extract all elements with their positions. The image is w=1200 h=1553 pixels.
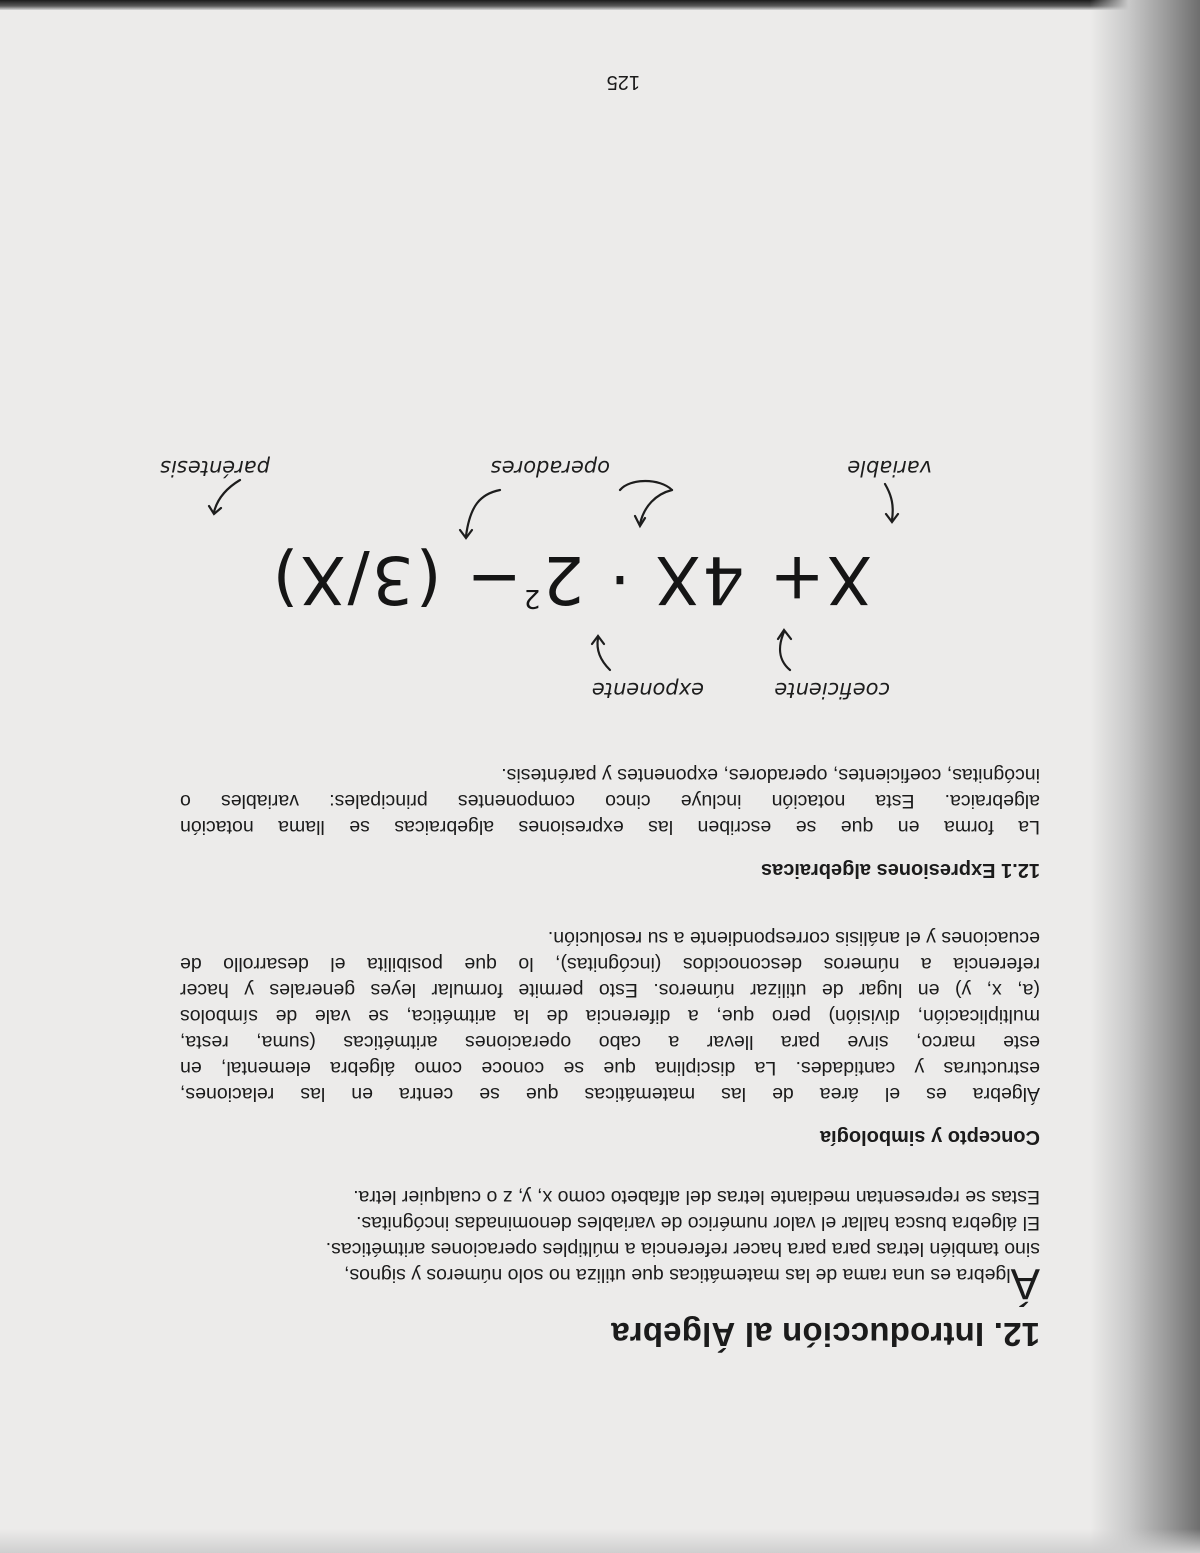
expresiones-line: La forma en que se escriben las expresiones algebraicas se llama notación: [180, 816, 1040, 838]
book-gutter-shadow: [1090, 0, 1200, 1553]
intro-line-2: sino también letras para para hacer referencia a múltiples operaciones aritméticas.: [325, 1238, 1040, 1260]
intro-line-1: Álgebra es una rama de las matemáticas que utiliza no solo números y signos,: [344, 1259, 1040, 1308]
scan-bottom-edge: [0, 1529, 1200, 1553]
concepto-line: estructuras y cantidades. La disciplina que se conoce como álgebra elemental, en: [180, 1057, 1040, 1079]
arrow-coeficiente-head: [778, 630, 791, 639]
formula-main: X+ 4X · 2: [540, 541, 872, 618]
arrow-operadores-right: [466, 490, 500, 536]
section-heading-expresiones: 12.1 Expresiones algebraicas: [760, 859, 1040, 881]
page-number: 125: [606, 71, 640, 93]
concepto-line: (a, x, y) en lugar de utilizar números. Esto permite formular leyes generales y hacer: [180, 979, 1040, 1001]
concepto-line: este marco, sirve para llevar a cabo operaciones aritméticas (suma, resta,: [180, 1031, 1040, 1053]
chapter-title: 12. Introducción al Álgebra: [611, 1316, 1040, 1353]
concepto-line: ecuaciones y el análisis correspondiente a su resolución.: [547, 927, 1040, 949]
expresiones-line: algebraica. Esta notación incluye cinco componentes principales: variables o: [180, 790, 1040, 812]
label-parentesis: paréntesis: [160, 456, 270, 480]
label-operadores: operadores: [490, 456, 610, 480]
formula-tail: − (3/X): [270, 541, 522, 618]
label-coeficiente: coeficiente: [774, 678, 890, 702]
label-exponente: exponente: [591, 678, 704, 702]
algebra-notation-figure: [160, 442, 1040, 742]
intro-line-3: El álgebra busca hallar el valor numérico de variables denominadas incógnitas.: [356, 1212, 1040, 1234]
page-body: [160, 442, 1040, 1353]
concepto-line: Álgebra es el área de las matemáticas que se centra en las relaciones,: [180, 1083, 1040, 1105]
expresiones-line: incógnitas, coeficientes, operadores, exponentes y paréntesis.: [501, 764, 1040, 786]
intro-paragraph: [180, 1184, 1040, 1308]
concepto-line: referencia a números desconocidos (incógnitas), lo que posibilita el desarrollo de: [180, 953, 1040, 975]
arrow-operadores-left: [620, 481, 672, 490]
algebraic-expression: [271, 541, 872, 618]
intro-line-4: Estas se representan mediante letras del alfabeto como x, y, z o cualquier letra.: [353, 1186, 1040, 1208]
arrow-parentesis: [214, 480, 240, 512]
label-variable: variable: [847, 456, 932, 480]
formula-exponent: 2: [521, 583, 541, 613]
dropcap: Á: [1010, 1259, 1040, 1308]
arrow-coeficiente: [780, 632, 790, 670]
section-heading-concepto: Concepto y simbología: [819, 1126, 1040, 1148]
concepto-line: multiplicación, división) pero que, a diferencia de la aritmética, se vale de símbolos: [180, 1005, 1040, 1027]
expresiones-paragraph: [180, 762, 1040, 840]
concepto-paragraph: [180, 925, 1040, 1107]
